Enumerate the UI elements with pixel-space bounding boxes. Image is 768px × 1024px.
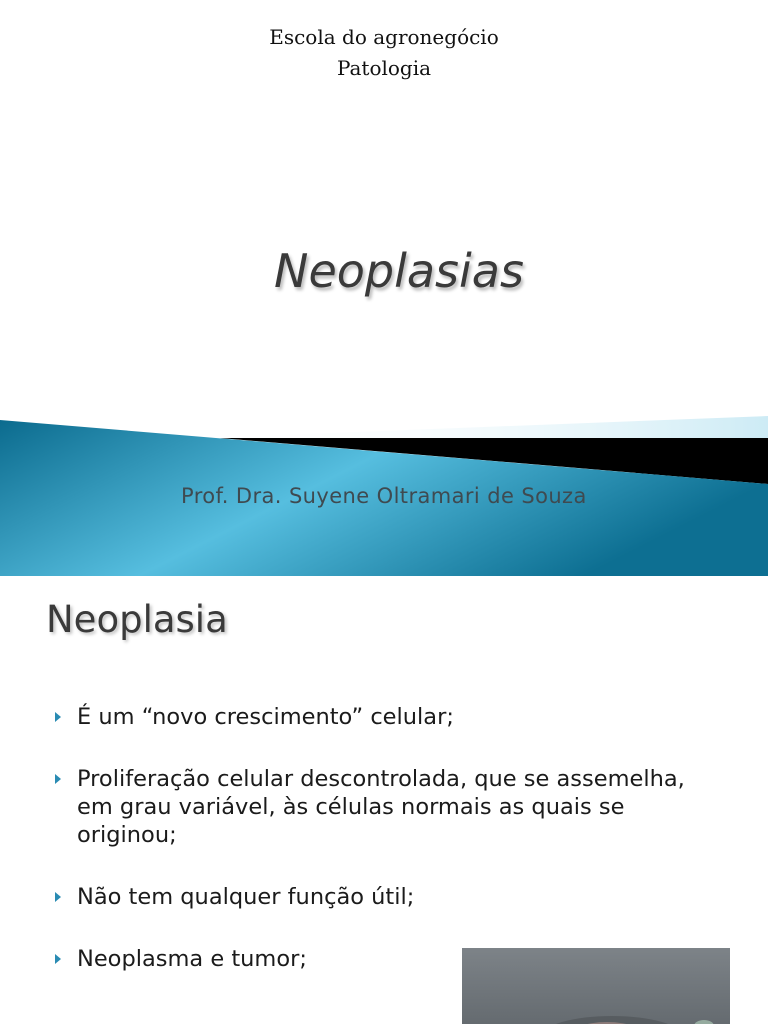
bullet-arrow-icon — [55, 712, 61, 722]
bullet-arrow-icon — [55, 954, 61, 964]
specimen-photo — [462, 948, 730, 1024]
bullet-text: Proliferação celular descontrolada, que se assemelha, em grau variável, às células normais as quais se originou; — [77, 766, 685, 848]
bullet-text: É um “novo crescimento” celular; — [77, 704, 454, 730]
bullet-item — [0, 883, 768, 911]
bullet-item — [0, 703, 768, 731]
presentation-title: Neoplasias — [274, 244, 524, 298]
bullet-arrow-icon — [55, 774, 61, 784]
school-header — [0, 22, 768, 84]
photo-background — [462, 948, 730, 1024]
bullet-arrow-icon — [55, 892, 61, 902]
course-name: Patologia — [336, 56, 432, 80]
content-slide — [0, 576, 768, 1024]
author-name: Prof. Dra. Suyene Oltramari de Souza — [181, 484, 587, 508]
bullet-text: Neoplasma e tumor; — [77, 946, 307, 972]
slide-heading: Neoplasia — [46, 598, 228, 641]
bullet-item — [0, 765, 768, 849]
bullet-text: Não tem qualquer função útil; — [77, 884, 415, 910]
band-light-stripe — [200, 416, 768, 438]
school-name: Escola do agronegócio — [269, 25, 499, 49]
